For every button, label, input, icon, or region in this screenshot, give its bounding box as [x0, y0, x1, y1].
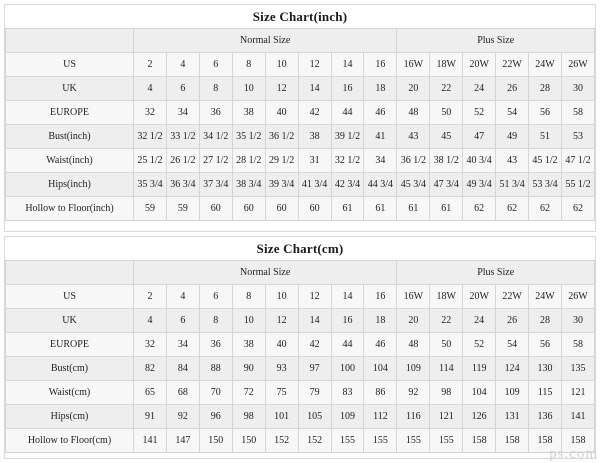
- cell: 32: [134, 333, 167, 357]
- cell: 10: [232, 77, 265, 101]
- table-row: [6, 405, 595, 429]
- cell: 42: [298, 101, 331, 125]
- cell: 28: [529, 309, 562, 333]
- cell: 30: [561, 77, 594, 101]
- group-header-blank: [6, 29, 134, 53]
- cell: 18W: [430, 285, 463, 309]
- cell: 26 1/2: [166, 149, 199, 173]
- cell: 51 3/4: [496, 173, 529, 197]
- cell: 44 3/4: [364, 173, 397, 197]
- cell: 135: [561, 357, 594, 381]
- cell: 109: [496, 381, 529, 405]
- cell: 58: [561, 333, 594, 357]
- table-row: [6, 357, 595, 381]
- cell: 61: [331, 197, 364, 221]
- table-row: [6, 285, 595, 309]
- table-row: [6, 101, 595, 125]
- cell: 86: [364, 381, 397, 405]
- cell: 12: [265, 77, 298, 101]
- cell: 47 3/4: [430, 173, 463, 197]
- cell: 158: [463, 429, 496, 453]
- cell: 16: [331, 309, 364, 333]
- cell: 20W: [463, 285, 496, 309]
- cell: 4: [166, 285, 199, 309]
- cell: 75: [265, 381, 298, 405]
- row-label-bust: Bust(cm): [6, 357, 134, 381]
- cell: 136: [529, 405, 562, 429]
- cell: 150: [199, 429, 232, 453]
- cell: 38: [232, 333, 265, 357]
- cell: 32 1/2: [331, 149, 364, 173]
- cell: 6: [199, 53, 232, 77]
- row-label-hollow-to-floor: Hollow to Floor(cm): [6, 429, 134, 453]
- cell: 22: [430, 77, 463, 101]
- cell: 115: [529, 381, 562, 405]
- cell: 34: [364, 149, 397, 173]
- cell: 16: [364, 53, 397, 77]
- cell: 155: [430, 429, 463, 453]
- cell: 130: [529, 357, 562, 381]
- cell: 50: [430, 101, 463, 125]
- cell: 8: [232, 53, 265, 77]
- cell: 158: [561, 429, 594, 453]
- cell: 109: [331, 405, 364, 429]
- cell: 49 3/4: [463, 173, 496, 197]
- cell: 18: [364, 77, 397, 101]
- cell: 68: [166, 381, 199, 405]
- cell: 26W: [561, 285, 594, 309]
- cell: 55 1/2: [561, 173, 594, 197]
- cell: 41 3/4: [298, 173, 331, 197]
- cell: 39 3/4: [265, 173, 298, 197]
- cell: 26: [496, 77, 529, 101]
- table-row: [6, 77, 595, 101]
- table-row: [6, 429, 595, 453]
- cell: 32 1/2: [134, 125, 167, 149]
- cell: 12: [298, 285, 331, 309]
- cell: 45: [430, 125, 463, 149]
- cell: 96: [199, 405, 232, 429]
- watermark-text: ps.com: [549, 446, 598, 462]
- cell: 33 1/2: [166, 125, 199, 149]
- cell: 45 1/2: [529, 149, 562, 173]
- cell: 26: [496, 309, 529, 333]
- cell: 14: [298, 77, 331, 101]
- cell: 20: [397, 77, 430, 101]
- cell: 40: [265, 333, 298, 357]
- row-label-hips: Hips(inch): [6, 173, 134, 197]
- row-label-waist: Waist(cm): [6, 381, 134, 405]
- size-table-cm: [5, 260, 595, 453]
- cell: 59: [166, 197, 199, 221]
- row-label-waist: Waist(inch): [6, 149, 134, 173]
- table-group-header-row: [6, 29, 595, 53]
- cell: 60: [232, 197, 265, 221]
- row-label-bust: Bust(inch): [6, 125, 134, 149]
- table-row: [6, 53, 595, 77]
- cell: 10: [265, 53, 298, 77]
- cell: 46: [364, 333, 397, 357]
- group-header-normal: Normal Size: [134, 261, 397, 285]
- cell: 155: [364, 429, 397, 453]
- cell: 38 3/4: [232, 173, 265, 197]
- cell: 12: [265, 309, 298, 333]
- cell: 10: [232, 309, 265, 333]
- cell: 158: [529, 429, 562, 453]
- cell: 72: [232, 381, 265, 405]
- cell: 155: [331, 429, 364, 453]
- cell: 116: [397, 405, 430, 429]
- cell: 14: [298, 309, 331, 333]
- cell: 48: [397, 101, 430, 125]
- row-label-hips: Hips(cm): [6, 405, 134, 429]
- cell: 62: [496, 197, 529, 221]
- cell: 38: [232, 101, 265, 125]
- cell: 4: [134, 309, 167, 333]
- size-chart-inch: [4, 4, 596, 232]
- cell: 61: [397, 197, 430, 221]
- cell: 36 1/2: [265, 125, 298, 149]
- cell: 42 3/4: [331, 173, 364, 197]
- table-group-header-row: [6, 261, 595, 285]
- cell: 152: [265, 429, 298, 453]
- cell: 59: [134, 197, 167, 221]
- cell: 104: [463, 381, 496, 405]
- cell: 65: [134, 381, 167, 405]
- row-label-europe: EUROPE: [6, 333, 134, 357]
- cell: 24W: [529, 53, 562, 77]
- cell: 43: [397, 125, 430, 149]
- cell: 61: [364, 197, 397, 221]
- cell: 84: [166, 357, 199, 381]
- cell: 104: [364, 357, 397, 381]
- cell: 98: [232, 405, 265, 429]
- cell: 49: [496, 125, 529, 149]
- cell: 60: [199, 197, 232, 221]
- cell: 36: [199, 101, 232, 125]
- cell: 44: [331, 333, 364, 357]
- cell: 24: [463, 77, 496, 101]
- cell: 152: [298, 429, 331, 453]
- cell: 126: [463, 405, 496, 429]
- cell: 34 1/2: [199, 125, 232, 149]
- cell: 14: [331, 285, 364, 309]
- cell: 147: [166, 429, 199, 453]
- cell: 20: [397, 309, 430, 333]
- cell: 158: [496, 429, 529, 453]
- cell: 155: [397, 429, 430, 453]
- cell: 25 1/2: [134, 149, 167, 173]
- cell: 52: [463, 333, 496, 357]
- cell: 18: [364, 309, 397, 333]
- cell: 4: [134, 77, 167, 101]
- cell: 47 1/2: [561, 149, 594, 173]
- cell: 29 1/2: [265, 149, 298, 173]
- size-table-inch: [5, 28, 595, 221]
- cell: 100: [331, 357, 364, 381]
- cell: 28: [529, 77, 562, 101]
- cell: 6: [166, 77, 199, 101]
- cell: 124: [496, 357, 529, 381]
- row-label-us: US: [6, 285, 134, 309]
- cell: 54: [496, 333, 529, 357]
- cell: 10: [265, 285, 298, 309]
- cell: 91: [134, 405, 167, 429]
- cell: 105: [298, 405, 331, 429]
- cell: 43: [496, 149, 529, 173]
- group-header-normal: Normal Size: [134, 29, 397, 53]
- cell: 6: [199, 285, 232, 309]
- row-label-hollow-to-floor: Hollow to Floor(inch): [6, 197, 134, 221]
- cell: 82: [134, 357, 167, 381]
- cell: 42: [298, 333, 331, 357]
- cell: 22W: [496, 285, 529, 309]
- cell: 36: [199, 333, 232, 357]
- cell: 27 1/2: [199, 149, 232, 173]
- cell: 37 3/4: [199, 173, 232, 197]
- cell: 56: [529, 333, 562, 357]
- cell: 16: [331, 77, 364, 101]
- cell: 88: [199, 357, 232, 381]
- cell: 8: [199, 309, 232, 333]
- size-chart-cm: [4, 236, 596, 459]
- cell: 22W: [496, 53, 529, 77]
- cell: 121: [430, 405, 463, 429]
- chart-title-inch: Size Chart(inch): [252, 9, 348, 24]
- cell: 2: [134, 285, 167, 309]
- table-row: [6, 125, 595, 149]
- row-label-uk: UK: [6, 77, 134, 101]
- cell: 141: [561, 405, 594, 429]
- cell: 20W: [463, 53, 496, 77]
- cell: 38: [298, 125, 331, 149]
- cell: 14: [331, 53, 364, 77]
- cell: 53 3/4: [529, 173, 562, 197]
- cell: 52: [463, 101, 496, 125]
- table-row: [6, 149, 595, 173]
- cell: 101: [265, 405, 298, 429]
- cell: 24: [463, 309, 496, 333]
- group-header-plus: Plus Size: [397, 261, 595, 285]
- cell: 16: [364, 285, 397, 309]
- chart-title-cm: Size Chart(cm): [256, 241, 344, 256]
- cell: 34: [166, 333, 199, 357]
- table-row: [6, 309, 595, 333]
- cell: 60: [298, 197, 331, 221]
- cell: 45 3/4: [397, 173, 430, 197]
- table-row: [6, 197, 595, 221]
- row-label-us: US: [6, 53, 134, 77]
- cell: 61: [430, 197, 463, 221]
- cell: 31: [298, 149, 331, 173]
- cell: 50: [430, 333, 463, 357]
- cell: 48: [397, 333, 430, 357]
- cell: 112: [364, 405, 397, 429]
- cell: 35 3/4: [134, 173, 167, 197]
- cell: 58: [561, 101, 594, 125]
- cell: 121: [561, 381, 594, 405]
- cell: 62: [463, 197, 496, 221]
- cell: 8: [199, 77, 232, 101]
- cell: 34: [166, 101, 199, 125]
- cell: 40 3/4: [463, 149, 496, 173]
- cell: 28 1/2: [232, 149, 265, 173]
- cell: 62: [561, 197, 594, 221]
- cell: 35 1/2: [232, 125, 265, 149]
- cell: 92: [397, 381, 430, 405]
- cell: 47: [463, 125, 496, 149]
- cell: 39 1/2: [331, 125, 364, 149]
- group-header-plus: Plus Size: [397, 29, 595, 53]
- cell: 16W: [397, 285, 430, 309]
- row-label-europe: EUROPE: [6, 101, 134, 125]
- cell: 150: [232, 429, 265, 453]
- cell: 56: [529, 101, 562, 125]
- cell: 53: [561, 125, 594, 149]
- cell: 26W: [561, 53, 594, 77]
- table-row: [6, 381, 595, 405]
- cell: 119: [463, 357, 496, 381]
- cell: 36 1/2: [397, 149, 430, 173]
- cell: 4: [166, 53, 199, 77]
- table-row: [6, 173, 595, 197]
- cell: 83: [331, 381, 364, 405]
- cell: 8: [232, 285, 265, 309]
- cell: 51: [529, 125, 562, 149]
- cell: 60: [265, 197, 298, 221]
- cell: 18W: [430, 53, 463, 77]
- cell: 46: [364, 101, 397, 125]
- cell: 30: [561, 309, 594, 333]
- cell: 2: [134, 53, 167, 77]
- cell: 41: [364, 125, 397, 149]
- cell: 93: [265, 357, 298, 381]
- cell: 90: [232, 357, 265, 381]
- cell: 131: [496, 405, 529, 429]
- cell: 109: [397, 357, 430, 381]
- cell: 36 3/4: [166, 173, 199, 197]
- cell: 70: [199, 381, 232, 405]
- cell: 40: [265, 101, 298, 125]
- cell: 6: [166, 309, 199, 333]
- cell: 98: [430, 381, 463, 405]
- cell: 12: [298, 53, 331, 77]
- cell: 24W: [529, 285, 562, 309]
- cell: 79: [298, 381, 331, 405]
- cell: 141: [134, 429, 167, 453]
- row-label-uk: UK: [6, 309, 134, 333]
- table-row: [6, 333, 595, 357]
- cell: 44: [331, 101, 364, 125]
- cell: 62: [529, 197, 562, 221]
- cell: 16W: [397, 53, 430, 77]
- cell: 38 1/2: [430, 149, 463, 173]
- cell: 22: [430, 309, 463, 333]
- cell: 114: [430, 357, 463, 381]
- cell: 32: [134, 101, 167, 125]
- cell: 92: [166, 405, 199, 429]
- cell: 54: [496, 101, 529, 125]
- cell: 97: [298, 357, 331, 381]
- group-header-blank: [6, 261, 134, 285]
